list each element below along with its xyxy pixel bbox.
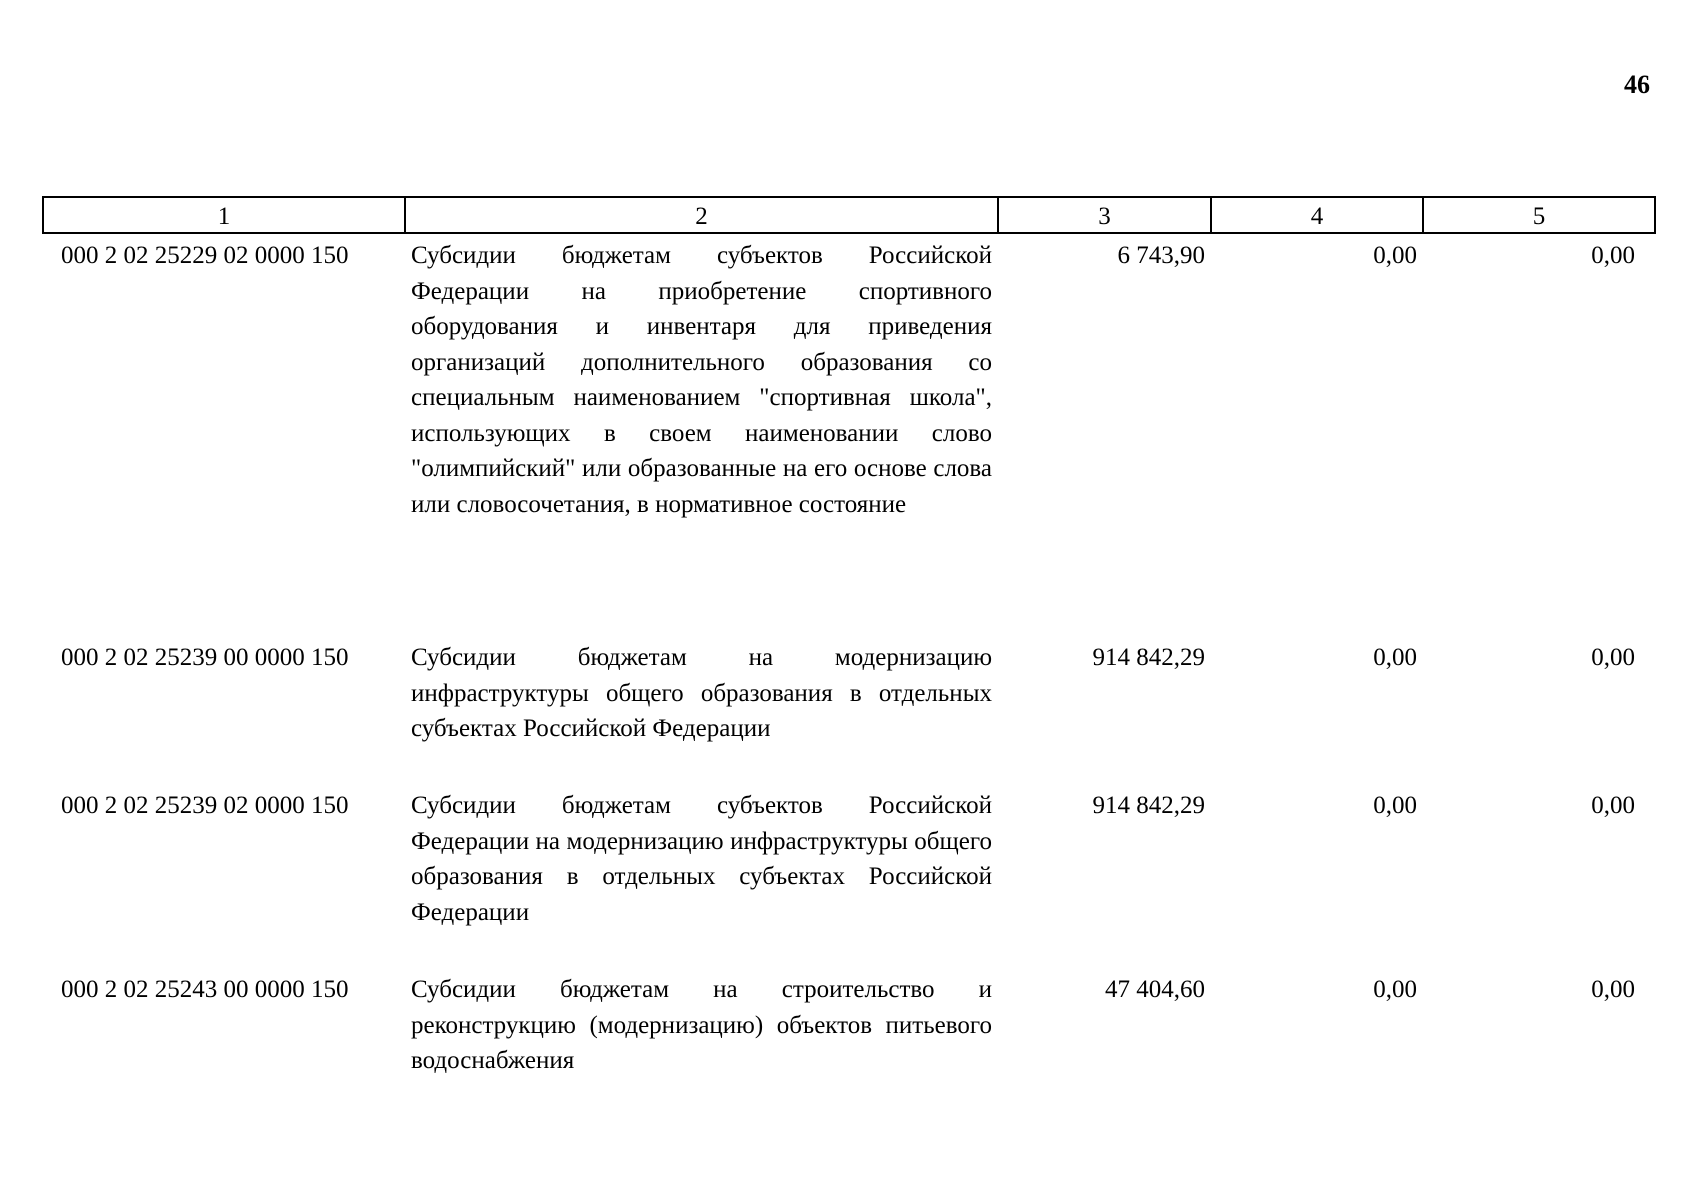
row-value-col4: 0,00 [1373, 792, 1417, 819]
table-row [43, 640, 1655, 788]
row-value-col3: 914 842,29 [1092, 644, 1205, 671]
header-col-2: 2 [405, 197, 998, 233]
row-code: 000 2 02 25239 02 0000 150 [61, 792, 349, 819]
row-name: Субсидии бюджетам субъектов Российской Федерации на приобретение спортивного оборудования и инвентаря для приведения организаций дополнительного образования со специальным наименованием "спортивная школа", использующих в своем наименовании слово "олимпийский" или образованные на его основе слова или словосочетания, в нормативное состояние [411, 242, 992, 518]
row-value-col4: 0,00 [1373, 976, 1417, 1003]
row-value-col5: 0,00 [1591, 976, 1635, 1003]
row-value-col4: 0,00 [1373, 242, 1417, 269]
row-value-col3: 6 743,90 [1117, 242, 1205, 269]
row-name: Субсидии бюджетам на строительство и реконструкцию (модернизацию) объектов питьевого водоснабжения [411, 976, 992, 1074]
header-col-4: 4 [1211, 197, 1423, 233]
row-value-col3: 914 842,29 [1092, 792, 1205, 819]
table-row [43, 233, 1655, 640]
budget-table [42, 196, 1656, 1092]
row-value-col4: 0,00 [1373, 644, 1417, 671]
header-col-3: 3 [998, 197, 1211, 233]
row-value-col5: 0,00 [1591, 242, 1635, 269]
row-name: Субсидии бюджетам субъектов Российской Федерации на модернизацию инфраструктуры общего образования в отдельных субъектах Российской Федерации [411, 792, 992, 926]
row-value-col5: 0,00 [1591, 644, 1635, 671]
table-row [43, 972, 1655, 1092]
row-code: 000 2 02 25243 00 0000 150 [61, 976, 349, 1003]
row-code: 000 2 02 25239 00 0000 150 [61, 644, 349, 671]
header-col-1: 1 [43, 197, 405, 233]
row-value-col3: 47 404,60 [1105, 976, 1205, 1003]
table-row [43, 788, 1655, 972]
header-col-5: 5 [1423, 197, 1655, 233]
row-code: 000 2 02 25229 02 0000 150 [61, 242, 349, 269]
table-header-row [43, 197, 1655, 233]
page-number: 46 [1624, 70, 1650, 99]
row-value-col5: 0,00 [1591, 792, 1635, 819]
row-name: Субсидии бюджетам на модернизацию инфраструктуры общего образования в отдельных субъектах Российской Федерации [411, 644, 992, 742]
